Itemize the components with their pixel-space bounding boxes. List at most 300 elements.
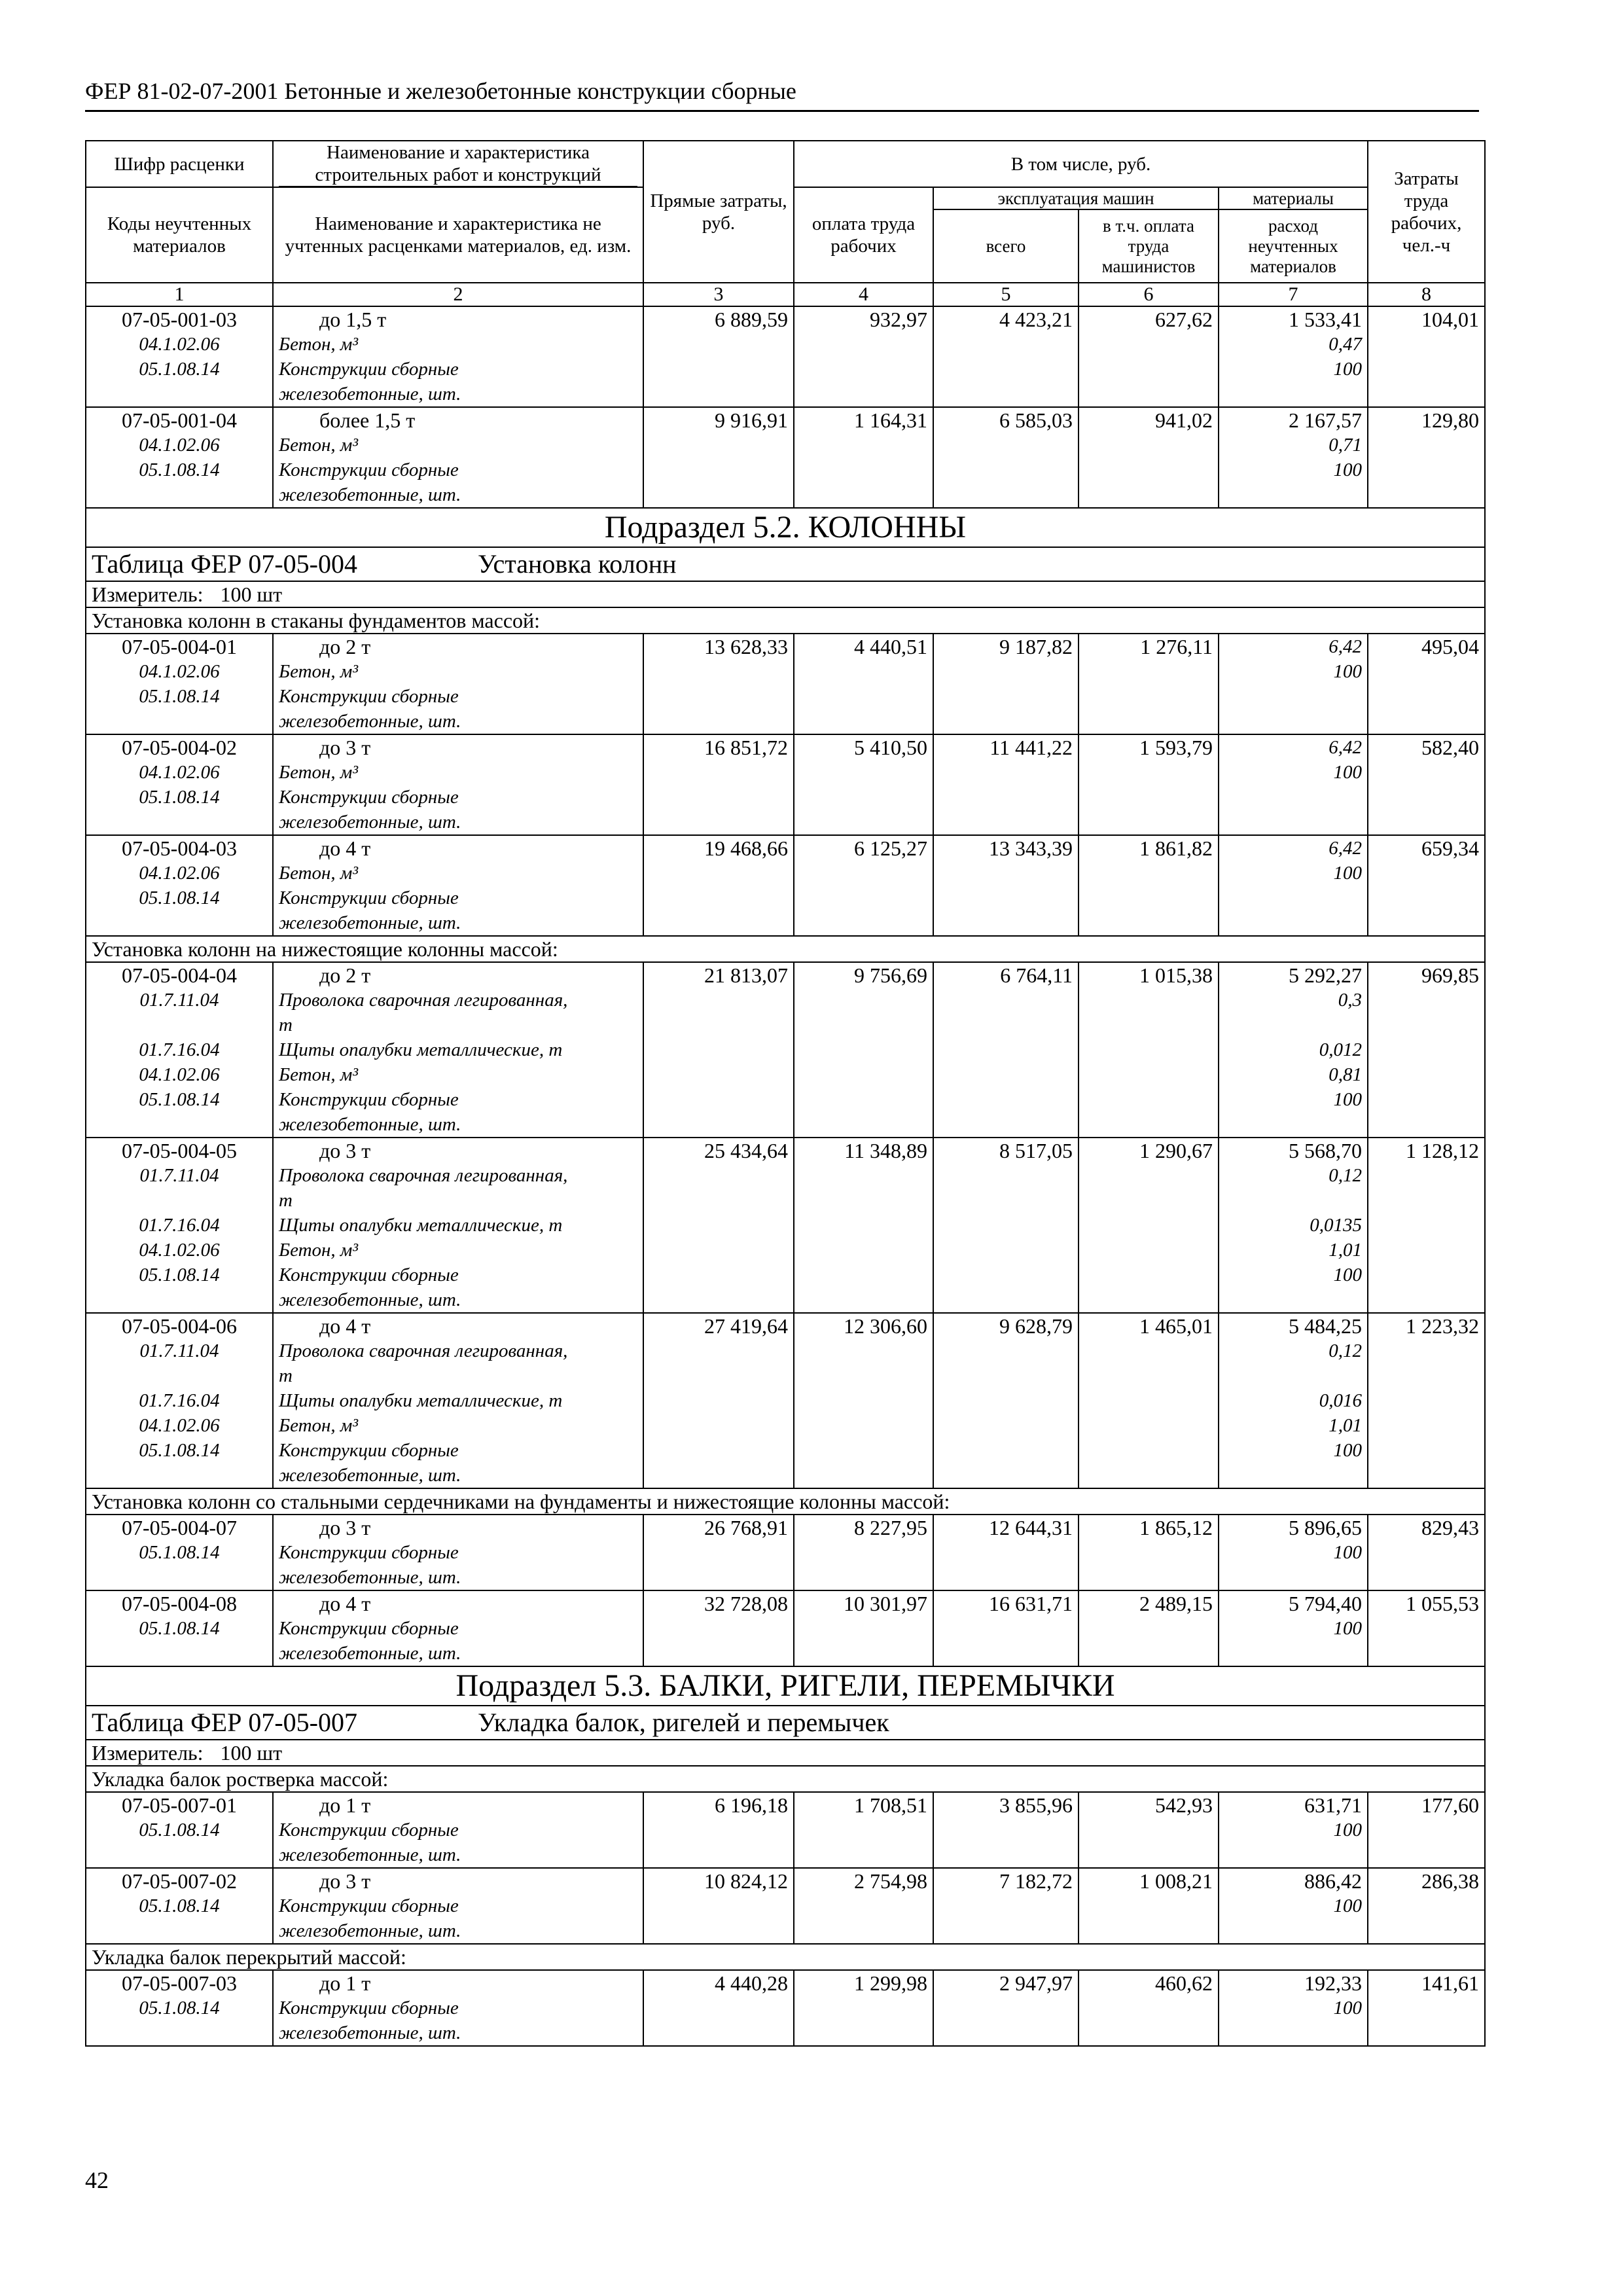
rate-code: 07-05-004-04 bbox=[122, 963, 237, 987]
rate-name: до 2 т bbox=[319, 963, 371, 987]
rate-name: до 3 т bbox=[319, 1869, 371, 1893]
machinists-pay: 1 015,38 bbox=[1079, 962, 1219, 1138]
group-text: Установка колонн в стаканы фундаментов массой: bbox=[86, 607, 1485, 634]
material-code: 05.1.08.14 bbox=[139, 1820, 220, 1840]
material-qty: 0,71 bbox=[1329, 435, 1362, 456]
direct-cost: 32 728,08 bbox=[643, 1590, 794, 1666]
rate-name-cell bbox=[273, 306, 643, 407]
material-name: Бетон, м³ bbox=[279, 435, 359, 456]
materials-cell bbox=[1219, 306, 1368, 407]
materials-value: 5 896,65 bbox=[1289, 1516, 1362, 1539]
rate-name-cell bbox=[273, 1313, 643, 1488]
labor-hours: 1 055,53 bbox=[1368, 1590, 1485, 1666]
machinists-pay: 542,93 bbox=[1079, 1792, 1219, 1868]
rate-name: до 1 т bbox=[319, 1793, 371, 1817]
rate-code: 07-05-007-01 bbox=[122, 1793, 237, 1817]
material-name: Конструкции сборные bbox=[279, 787, 459, 808]
material-name: Конструкции сборные bbox=[279, 1265, 459, 1285]
machines-total: 11 441,22 bbox=[933, 734, 1079, 835]
spacer bbox=[92, 1188, 267, 1213]
table-title-row bbox=[86, 1706, 1485, 1740]
machinists-pay: 1 465,01 bbox=[1079, 1313, 1219, 1488]
col-number: 5 bbox=[933, 283, 1079, 306]
table-row bbox=[86, 407, 1485, 508]
material-qty: 0,016 bbox=[1319, 1390, 1362, 1411]
machines-total: 9 628,79 bbox=[933, 1313, 1079, 1488]
material-name: Конструкции сборные bbox=[279, 686, 459, 707]
material-name: Проволока сварочная легированная, bbox=[279, 990, 568, 1011]
material-code: 04.1.02.06 bbox=[139, 334, 220, 355]
material-name-cont: железобетонные, шт. bbox=[279, 1465, 461, 1486]
rate-name-cell bbox=[273, 407, 643, 508]
measure-label: Измеритель: bbox=[92, 583, 204, 606]
spacer bbox=[92, 1013, 267, 1037]
spacer bbox=[1224, 1363, 1362, 1388]
material-qty: 100 bbox=[1333, 1618, 1362, 1639]
subsection-heading bbox=[86, 1666, 1485, 1706]
column-numbers-row bbox=[86, 283, 1485, 306]
labor-pay: 1 164,31 bbox=[794, 407, 933, 508]
machines-total: 4 423,21 bbox=[933, 306, 1079, 407]
material-qty: 0,81 bbox=[1329, 1064, 1362, 1085]
machines-total: 7 182,72 bbox=[933, 1868, 1079, 1944]
table-row bbox=[86, 1970, 1485, 2046]
material-name: Проволока сварочная легированная, bbox=[279, 1340, 568, 1361]
material-qty: 100 bbox=[1333, 1089, 1362, 1110]
group-text: Укладка балок перекрытий массой: bbox=[86, 1944, 1485, 1970]
header-materials-cons: расход неучтенных материалов bbox=[1219, 209, 1368, 283]
table-row bbox=[86, 734, 1485, 835]
labor-pay: 9 756,69 bbox=[794, 962, 933, 1138]
labor-pay: 6 125,27 bbox=[794, 835, 933, 936]
group-heading bbox=[86, 607, 1485, 634]
labor-hours: 286,38 bbox=[1368, 1868, 1485, 1944]
rate-name: до 4 т bbox=[319, 1314, 371, 1338]
rate-code-cell bbox=[86, 634, 273, 734]
rate-code-cell bbox=[86, 1792, 273, 1868]
material-name-cont: т bbox=[279, 1190, 293, 1211]
materials-value: 5 568,70 bbox=[1289, 1139, 1362, 1162]
rate-name: до 3 т bbox=[319, 1139, 371, 1162]
labor-pay: 5 410,50 bbox=[794, 734, 933, 835]
table-row bbox=[86, 634, 1485, 734]
material-qty: 0,12 bbox=[1329, 1340, 1362, 1361]
table-row bbox=[86, 1590, 1485, 1666]
header-direct: Прямые затраты, руб. bbox=[643, 141, 794, 283]
materials-cell bbox=[1219, 835, 1368, 936]
col-number: 6 bbox=[1079, 283, 1219, 306]
material-name: Конструкции сборные bbox=[279, 359, 459, 380]
rates-table bbox=[85, 140, 1486, 2047]
material-name-cont: железобетонные, шт. bbox=[279, 384, 461, 404]
labor-hours: 1 128,12 bbox=[1368, 1138, 1485, 1313]
machinists-pay: 460,62 bbox=[1079, 1970, 1219, 2046]
materials-cell bbox=[1219, 1515, 1368, 1590]
group-heading bbox=[86, 1944, 1485, 1970]
material-code: 05.1.08.14 bbox=[139, 1440, 220, 1461]
materials-cell bbox=[1219, 1792, 1368, 1868]
machinists-pay: 1 008,21 bbox=[1079, 1868, 1219, 1944]
header-machines-total: всего bbox=[933, 209, 1079, 283]
spacer bbox=[1224, 1013, 1362, 1037]
rate-code-cell bbox=[86, 306, 273, 407]
labor-hours: 829,43 bbox=[1368, 1515, 1485, 1590]
material-name-cont: железобетонные, шт. bbox=[279, 484, 461, 505]
rate-name-cell bbox=[273, 1970, 643, 2046]
rate-name: до 4 т bbox=[319, 836, 371, 860]
table-row bbox=[86, 1868, 1485, 1944]
group-heading bbox=[86, 1766, 1485, 1792]
rate-name-cell bbox=[273, 835, 643, 936]
direct-cost: 6 889,59 bbox=[643, 306, 794, 407]
header-name-top: Наименование и характеристика строительных работ и конструкций bbox=[273, 141, 643, 187]
rate-name: до 1,5 т bbox=[319, 308, 387, 331]
table-body bbox=[86, 306, 1485, 2046]
material-qty: 0,3 bbox=[1338, 990, 1362, 1011]
direct-cost: 21 813,07 bbox=[643, 962, 794, 1138]
machinists-pay: 941,02 bbox=[1079, 407, 1219, 508]
machinists-pay: 1 276,11 bbox=[1079, 634, 1219, 734]
spacer bbox=[92, 1363, 267, 1388]
material-code: 05.1.08.14 bbox=[139, 1998, 220, 2018]
header-machinists: в т.ч. оплата труда машинистов bbox=[1079, 209, 1219, 283]
material-name-cont: железобетонные, шт. bbox=[279, 1920, 461, 1941]
material-qty: 100 bbox=[1333, 1895, 1362, 1916]
material-code: 05.1.08.14 bbox=[139, 787, 220, 808]
rate-code: 07-05-001-04 bbox=[122, 408, 237, 432]
table-code: Таблица ФЕР 07-05-007 bbox=[92, 1708, 357, 1737]
material-qty: 100 bbox=[1333, 863, 1362, 884]
material-qty: 6,42 bbox=[1329, 838, 1362, 859]
material-qty: 0,012 bbox=[1319, 1039, 1362, 1060]
material-name: Конструкции сборные bbox=[279, 1089, 459, 1110]
material-qty: 100 bbox=[1333, 1265, 1362, 1285]
rate-code: 07-05-004-07 bbox=[122, 1516, 237, 1539]
measure bbox=[86, 581, 1485, 607]
labor-pay: 12 306,60 bbox=[794, 1313, 933, 1488]
material-code: 01.7.11.04 bbox=[139, 1340, 219, 1361]
material-name: Щиты опалубки металлические, т bbox=[279, 1039, 563, 1060]
header-materials: материалы bbox=[1219, 187, 1368, 209]
material-qty: 6,42 bbox=[1329, 737, 1362, 758]
rate-code: 07-05-004-08 bbox=[122, 1592, 237, 1615]
table-row bbox=[86, 1138, 1485, 1313]
labor-pay: 8 227,95 bbox=[794, 1515, 933, 1590]
rate-name-cell bbox=[273, 1515, 643, 1590]
labor-hours: 969,85 bbox=[1368, 962, 1485, 1138]
rate-code: 07-05-001-03 bbox=[122, 308, 237, 331]
labor-hours: 129,80 bbox=[1368, 407, 1485, 508]
table-row bbox=[86, 835, 1485, 936]
material-name-cont: железобетонные, шт. bbox=[279, 711, 461, 732]
material-qty: 100 bbox=[1333, 1820, 1362, 1840]
labor-hours: 495,04 bbox=[1368, 634, 1485, 734]
material-name: Конструкции сборные bbox=[279, 1820, 459, 1840]
labor-pay: 2 754,98 bbox=[794, 1868, 933, 1944]
labor-hours: 141,61 bbox=[1368, 1970, 1485, 2046]
rate-name: до 2 т bbox=[319, 635, 371, 658]
labor-pay: 4 440,51 bbox=[794, 634, 933, 734]
material-name-cont: железобетонные, шт. bbox=[279, 912, 461, 933]
material-name: Конструкции сборные bbox=[279, 1542, 459, 1563]
material-name-cont: железобетонные, шт. bbox=[279, 812, 461, 833]
subsection-title: Подраздел 5.3. БАЛКИ, РИГЕЛИ, ПЕРЕМЫЧКИ bbox=[86, 1666, 1485, 1706]
machinists-pay: 1 861,82 bbox=[1079, 835, 1219, 936]
material-code: 05.1.08.14 bbox=[139, 686, 220, 707]
rate-name-cell bbox=[273, 634, 643, 734]
col-number: 4 bbox=[794, 283, 933, 306]
material-name-cont: железобетонные, шт. bbox=[279, 1114, 461, 1135]
material-qty: 6,42 bbox=[1329, 636, 1362, 657]
measure-value: 100 шт bbox=[220, 1741, 283, 1765]
table-row bbox=[86, 306, 1485, 407]
materials-value: 631,71 bbox=[1304, 1793, 1362, 1817]
table-row bbox=[86, 962, 1485, 1138]
group-text: Установка колонн со стальными сердечниками на фундаменты и нижестоящие колонны массой: bbox=[86, 1488, 1485, 1515]
material-code: 05.1.08.14 bbox=[139, 359, 220, 380]
rate-name-cell bbox=[273, 1868, 643, 1944]
group-text: Укладка балок ростверка массой: bbox=[86, 1766, 1485, 1792]
header-name-bottom: Наименование и характеристика не учтенных расценками материалов, ед. изм. bbox=[273, 187, 643, 283]
page-number: 42 bbox=[85, 2167, 109, 2193]
measure-label: Измеритель: bbox=[92, 1741, 204, 1765]
material-name-cont: железобетонные, шт. bbox=[279, 1643, 461, 1664]
rate-code: 07-05-007-02 bbox=[122, 1869, 237, 1893]
material-code: 01.7.11.04 bbox=[139, 1165, 219, 1186]
material-name-cont: железобетонные, шт. bbox=[279, 1844, 461, 1865]
material-name: Бетон, м³ bbox=[279, 661, 359, 682]
group-heading bbox=[86, 1488, 1485, 1515]
machines-total: 3 855,96 bbox=[933, 1792, 1079, 1868]
material-qty: 100 bbox=[1333, 1998, 1362, 2018]
material-code: 04.1.02.06 bbox=[139, 1064, 220, 1085]
rate-code: 07-05-007-03 bbox=[122, 1971, 237, 1995]
machinists-pay: 2 489,15 bbox=[1079, 1590, 1219, 1666]
labor-pay: 11 348,89 bbox=[794, 1138, 933, 1313]
material-qty: 100 bbox=[1333, 1542, 1362, 1563]
table-header bbox=[86, 141, 1485, 306]
rate-code-cell bbox=[86, 962, 273, 1138]
spacer bbox=[1224, 1188, 1362, 1213]
direct-cost: 25 434,64 bbox=[643, 1138, 794, 1313]
material-qty: 1,01 bbox=[1329, 1240, 1362, 1261]
header-labor-cost: Затраты труда рабочих, чел.-ч bbox=[1368, 141, 1485, 283]
material-code: 04.1.02.06 bbox=[139, 762, 220, 783]
material-name: Бетон, м³ bbox=[279, 863, 359, 884]
material-name: Конструкции сборные bbox=[279, 1998, 459, 2018]
subsection-title: Подраздел 5.2. КОЛОННЫ bbox=[86, 508, 1485, 547]
materials-value: 886,42 bbox=[1304, 1869, 1362, 1893]
material-qty: 0,47 bbox=[1329, 334, 1362, 355]
rate-code-cell bbox=[86, 1970, 273, 2046]
header-kody: Коды неучтенных материалов bbox=[86, 187, 273, 283]
material-code: 01.7.11.04 bbox=[139, 990, 219, 1011]
rate-name-cell bbox=[273, 962, 643, 1138]
labor-hours: 659,34 bbox=[1368, 835, 1485, 936]
material-code: 01.7.16.04 bbox=[139, 1039, 220, 1060]
col-number: 3 bbox=[643, 283, 794, 306]
material-name: Конструкции сборные bbox=[279, 459, 459, 480]
rate-name: до 4 т bbox=[319, 1592, 371, 1615]
material-code: 04.1.02.06 bbox=[139, 435, 220, 456]
table-title bbox=[86, 547, 1485, 581]
subsection-heading bbox=[86, 508, 1485, 547]
direct-cost: 16 851,72 bbox=[643, 734, 794, 835]
machinists-pay: 1 593,79 bbox=[1079, 734, 1219, 835]
materials-cell bbox=[1219, 1313, 1368, 1488]
machines-total: 6 764,11 bbox=[933, 962, 1079, 1138]
material-name-cont: т bbox=[279, 1014, 293, 1035]
rate-name-cell bbox=[273, 1138, 643, 1313]
header-incl: В том числе, руб. bbox=[794, 141, 1368, 187]
materials-cell bbox=[1219, 734, 1368, 835]
material-name: Бетон, м³ bbox=[279, 1240, 359, 1261]
material-code: 01.7.16.04 bbox=[139, 1215, 220, 1236]
material-name: Бетон, м³ bbox=[279, 762, 359, 783]
materials-cell bbox=[1219, 1138, 1368, 1313]
header-shifr: Шифр расценки bbox=[86, 141, 273, 187]
machines-total: 13 343,39 bbox=[933, 835, 1079, 936]
measure-value: 100 шт bbox=[220, 583, 283, 606]
rate-code: 07-05-004-05 bbox=[122, 1139, 237, 1162]
col-number: 8 bbox=[1368, 283, 1485, 306]
material-code: 01.7.16.04 bbox=[139, 1390, 220, 1411]
rate-code-cell bbox=[86, 1138, 273, 1313]
measure bbox=[86, 1740, 1485, 1766]
direct-cost: 10 824,12 bbox=[643, 1868, 794, 1944]
direct-cost: 9 916,91 bbox=[643, 407, 794, 508]
material-name-cont: железобетонные, шт. bbox=[279, 1289, 461, 1310]
material-name-cont: железобетонные, шт. bbox=[279, 2022, 461, 2043]
measure-row bbox=[86, 1740, 1485, 1766]
table-row bbox=[86, 1515, 1485, 1590]
rate-code: 07-05-004-01 bbox=[122, 635, 237, 658]
material-qty: 1,01 bbox=[1329, 1415, 1362, 1436]
material-name: Проволока сварочная легированная, bbox=[279, 1165, 568, 1186]
machinists-pay: 1 865,12 bbox=[1079, 1515, 1219, 1590]
material-code: 05.1.08.14 bbox=[139, 888, 220, 908]
direct-cost: 27 419,64 bbox=[643, 1313, 794, 1488]
measure-row bbox=[86, 581, 1485, 607]
material-code: 04.1.02.06 bbox=[139, 1415, 220, 1436]
header-machines: эксплуатация машин bbox=[933, 187, 1219, 209]
material-code: 05.1.08.14 bbox=[139, 1542, 220, 1563]
machines-total: 6 585,03 bbox=[933, 407, 1079, 508]
table-name: Укладка балок, ригелей и перемычек bbox=[478, 1708, 889, 1737]
page-header: ФЕР 81-02-07-2001 Бетонные и железобетонные конструкции сборные bbox=[85, 77, 1479, 112]
material-qty: 0,12 bbox=[1329, 1165, 1362, 1186]
labor-hours: 582,40 bbox=[1368, 734, 1485, 835]
material-code: 05.1.08.14 bbox=[139, 459, 220, 480]
material-name: Конструкции сборные bbox=[279, 888, 459, 908]
rate-code-cell bbox=[86, 1868, 273, 1944]
material-name: Конструкции сборные bbox=[279, 1618, 459, 1639]
rate-name: до 3 т bbox=[319, 736, 371, 759]
material-code: 04.1.02.06 bbox=[139, 863, 220, 884]
material-qty: 100 bbox=[1333, 459, 1362, 480]
header-labor-pay: оплата труда рабочих bbox=[794, 187, 933, 283]
material-name: Бетон, м³ bbox=[279, 1064, 359, 1085]
rate-name: более 1,5 т bbox=[319, 408, 416, 432]
material-qty: 0,0135 bbox=[1310, 1215, 1362, 1236]
labor-pay: 10 301,97 bbox=[794, 1590, 933, 1666]
labor-pay: 1 708,51 bbox=[794, 1792, 933, 1868]
machines-total: 9 187,82 bbox=[933, 634, 1079, 734]
rate-name-cell bbox=[273, 734, 643, 835]
material-name: Бетон, м³ bbox=[279, 334, 359, 355]
material-qty: 100 bbox=[1333, 762, 1362, 783]
col-number: 1 bbox=[86, 283, 273, 306]
labor-pay: 932,97 bbox=[794, 306, 933, 407]
materials-value: 5 484,25 bbox=[1289, 1314, 1362, 1338]
materials-value: 1 533,41 bbox=[1289, 308, 1362, 331]
direct-cost: 19 468,66 bbox=[643, 835, 794, 936]
rate-code-cell bbox=[86, 1590, 273, 1666]
materials-value: 5 292,27 bbox=[1289, 963, 1362, 987]
rate-code-cell bbox=[86, 1313, 273, 1488]
material-code: 05.1.08.14 bbox=[139, 1895, 220, 1916]
materials-value: 192,33 bbox=[1304, 1971, 1362, 1995]
material-code: 05.1.08.14 bbox=[139, 1618, 220, 1639]
rate-code: 07-05-004-02 bbox=[122, 736, 237, 759]
material-code: 05.1.08.14 bbox=[139, 1089, 220, 1110]
labor-hours: 104,01 bbox=[1368, 306, 1485, 407]
rate-name-cell bbox=[273, 1792, 643, 1868]
direct-cost: 4 440,28 bbox=[643, 1970, 794, 2046]
machines-total: 8 517,05 bbox=[933, 1138, 1079, 1313]
col-number: 2 bbox=[273, 283, 643, 306]
material-qty: 100 bbox=[1333, 1440, 1362, 1461]
materials-cell bbox=[1219, 1590, 1368, 1666]
materials-cell bbox=[1219, 1868, 1368, 1944]
machinists-pay: 1 290,67 bbox=[1079, 1138, 1219, 1313]
rate-code: 07-05-004-06 bbox=[122, 1314, 237, 1338]
material-qty: 100 bbox=[1333, 661, 1362, 682]
materials-cell bbox=[1219, 1970, 1368, 2046]
table-title bbox=[86, 1706, 1485, 1740]
machines-total: 16 631,71 bbox=[933, 1590, 1079, 1666]
rate-name: до 3 т bbox=[319, 1516, 371, 1539]
rate-name: до 1 т bbox=[319, 1971, 371, 1995]
table-name: Установка колонн bbox=[478, 549, 677, 579]
rate-code-cell bbox=[86, 734, 273, 835]
materials-value: 5 794,40 bbox=[1289, 1592, 1362, 1615]
material-code: 04.1.02.06 bbox=[139, 661, 220, 682]
labor-hours: 177,60 bbox=[1368, 1792, 1485, 1868]
material-qty: 100 bbox=[1333, 359, 1362, 380]
group-heading bbox=[86, 936, 1485, 962]
material-code: 05.1.08.14 bbox=[139, 1265, 220, 1285]
table-row bbox=[86, 1792, 1485, 1868]
machines-total: 12 644,31 bbox=[933, 1515, 1079, 1590]
material-name: Щиты опалубки металлические, т bbox=[279, 1390, 563, 1411]
rate-code-cell bbox=[86, 835, 273, 936]
machinists-pay: 627,62 bbox=[1079, 306, 1219, 407]
material-name: Конструкции сборные bbox=[279, 1895, 459, 1916]
direct-cost: 13 628,33 bbox=[643, 634, 794, 734]
rate-code: 07-05-004-03 bbox=[122, 836, 237, 860]
material-name-cont: т bbox=[279, 1365, 293, 1386]
machines-total: 2 947,97 bbox=[933, 1970, 1079, 2046]
material-code: 04.1.02.06 bbox=[139, 1240, 220, 1261]
materials-cell bbox=[1219, 962, 1368, 1138]
material-name: Бетон, м³ bbox=[279, 1415, 359, 1436]
direct-cost: 6 196,18 bbox=[643, 1792, 794, 1868]
col-number: 7 bbox=[1219, 283, 1368, 306]
table-row bbox=[86, 1313, 1485, 1488]
group-text: Установка колонн на нижестоящие колонны массой: bbox=[86, 936, 1485, 962]
labor-hours: 1 223,32 bbox=[1368, 1313, 1485, 1488]
